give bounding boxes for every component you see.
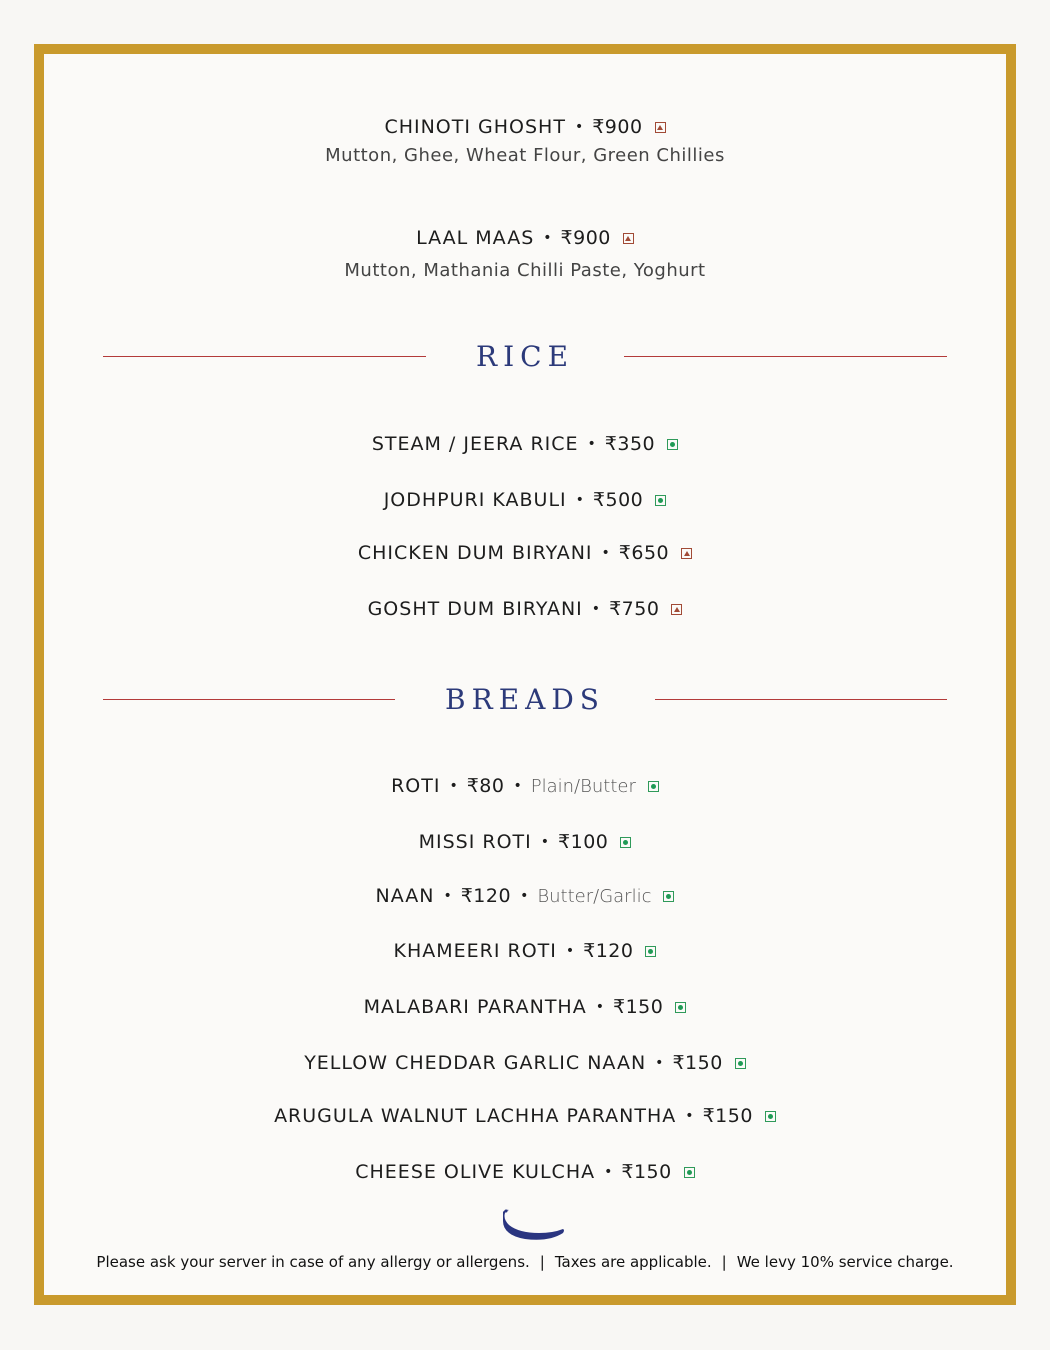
nonveg-marker-icon <box>671 604 682 615</box>
item-name: MALABARI PARANTHA <box>363 996 587 1018</box>
separator-dot: • <box>575 492 584 508</box>
veg-marker-icon <box>648 781 659 792</box>
menu-item <box>0 432 1050 456</box>
separator-dot: • <box>601 545 610 561</box>
menu-item <box>0 1051 1050 1075</box>
separator-dot: • <box>574 119 584 135</box>
item-price: ₹150 <box>621 1161 672 1183</box>
item-name: CHICKEN DUM BIRYANI <box>357 542 593 564</box>
veg-marker-icon <box>765 1111 776 1122</box>
tax-note: Taxes are applicable. <box>554 1253 712 1271</box>
footer-divider: | <box>539 1253 545 1271</box>
separator-dot: • <box>513 778 522 794</box>
item-name: LAAL MAAS <box>416 227 535 249</box>
veg-marker-icon <box>620 837 631 848</box>
footer-divider: | <box>721 1253 727 1271</box>
menu-item <box>0 1104 1050 1128</box>
menu-item <box>0 995 1050 1019</box>
separator-dot: • <box>543 230 552 246</box>
item-price: ₹100 <box>558 831 609 853</box>
item-name: GOSHT DUM BIRYANI <box>367 598 583 620</box>
item-name: NAAN <box>375 885 435 907</box>
menu-item <box>0 1160 1050 1184</box>
separator-dot: • <box>443 888 452 904</box>
item-price: ₹150 <box>702 1105 753 1127</box>
item-price: ₹900 <box>592 116 643 138</box>
menu-item <box>0 541 1050 565</box>
service-charge-note: We levy 10% service charge. <box>736 1253 954 1271</box>
item-name: CHINOTI GHOSHT <box>384 116 566 138</box>
divider-line <box>103 699 395 700</box>
menu-item <box>0 115 1050 139</box>
veg-marker-icon <box>667 439 678 450</box>
item-price: ₹900 <box>560 227 611 249</box>
divider-line <box>624 356 947 357</box>
separator-dot: • <box>587 436 596 452</box>
separator-dot: • <box>604 1164 613 1180</box>
separator-dot: • <box>595 999 604 1015</box>
item-name: YELLOW CHEDDAR GARLIC NAAN <box>304 1052 647 1074</box>
item-option: Plain/Butter <box>530 775 636 797</box>
menu-item <box>0 226 1050 250</box>
section-title: RICE <box>476 340 575 373</box>
veg-marker-icon <box>684 1167 695 1178</box>
item-option: Butter/Garlic <box>537 885 652 907</box>
peacock-logo-icon <box>497 1208 569 1244</box>
menu-item <box>0 939 1050 963</box>
section-title: BREADS <box>445 683 605 716</box>
separator-dot: • <box>591 601 601 617</box>
item-name: KHAMEERI ROTI <box>393 940 557 962</box>
menu-item <box>0 830 1050 854</box>
allergy-note: Please ask your server in case of any allergy or allergens. <box>96 1253 530 1271</box>
item-price: ₹80 <box>466 775 505 797</box>
veg-marker-icon <box>735 1058 746 1069</box>
item-name: JODHPURI KABULI <box>383 489 567 511</box>
veg-marker-icon <box>675 1002 686 1013</box>
item-price: ₹120 <box>460 885 512 907</box>
item-name: CHEESE OLIVE KULCHA <box>355 1161 596 1183</box>
separator-dot: • <box>685 1108 694 1124</box>
nonveg-marker-icon <box>681 548 692 559</box>
menu-item <box>0 597 1050 621</box>
separator-dot: • <box>540 834 550 850</box>
item-price: ₹150 <box>672 1052 723 1074</box>
item-price: ₹650 <box>618 542 670 564</box>
item-description: Mutton, Mathania Chilli Paste, Yoghurt <box>344 260 706 281</box>
item-description: Mutton, Ghee, Wheat Flour, Green Chillies <box>325 145 725 166</box>
footer-notes <box>0 1253 1050 1271</box>
item-price: ₹350 <box>604 433 656 455</box>
item-name: ARUGULA WALNUT LACHHA PARANTHA <box>274 1105 677 1127</box>
item-price: ₹150 <box>612 996 664 1018</box>
separator-dot: • <box>520 888 529 904</box>
separator-dot: • <box>449 778 458 794</box>
item-price: ₹750 <box>609 598 660 620</box>
veg-marker-icon <box>645 946 656 957</box>
divider-line <box>103 356 426 357</box>
nonveg-marker-icon <box>623 233 634 244</box>
menu-item <box>0 488 1050 512</box>
item-name: MISSI ROTI <box>418 831 532 853</box>
separator-dot: • <box>655 1055 664 1071</box>
item-name: STEAM / JEERA RICE <box>371 433 579 455</box>
separator-dot: • <box>565 943 575 959</box>
nonveg-marker-icon <box>655 122 666 133</box>
veg-marker-icon <box>655 495 666 506</box>
veg-marker-icon <box>663 891 674 902</box>
item-name: ROTI <box>391 775 441 797</box>
divider-line <box>655 699 947 700</box>
item-price: ₹500 <box>592 489 644 511</box>
item-price: ₹120 <box>583 940 634 962</box>
menu-item <box>0 774 1050 798</box>
menu-item <box>0 884 1050 908</box>
section-header-rice <box>103 340 947 373</box>
section-header-breads <box>103 683 947 716</box>
